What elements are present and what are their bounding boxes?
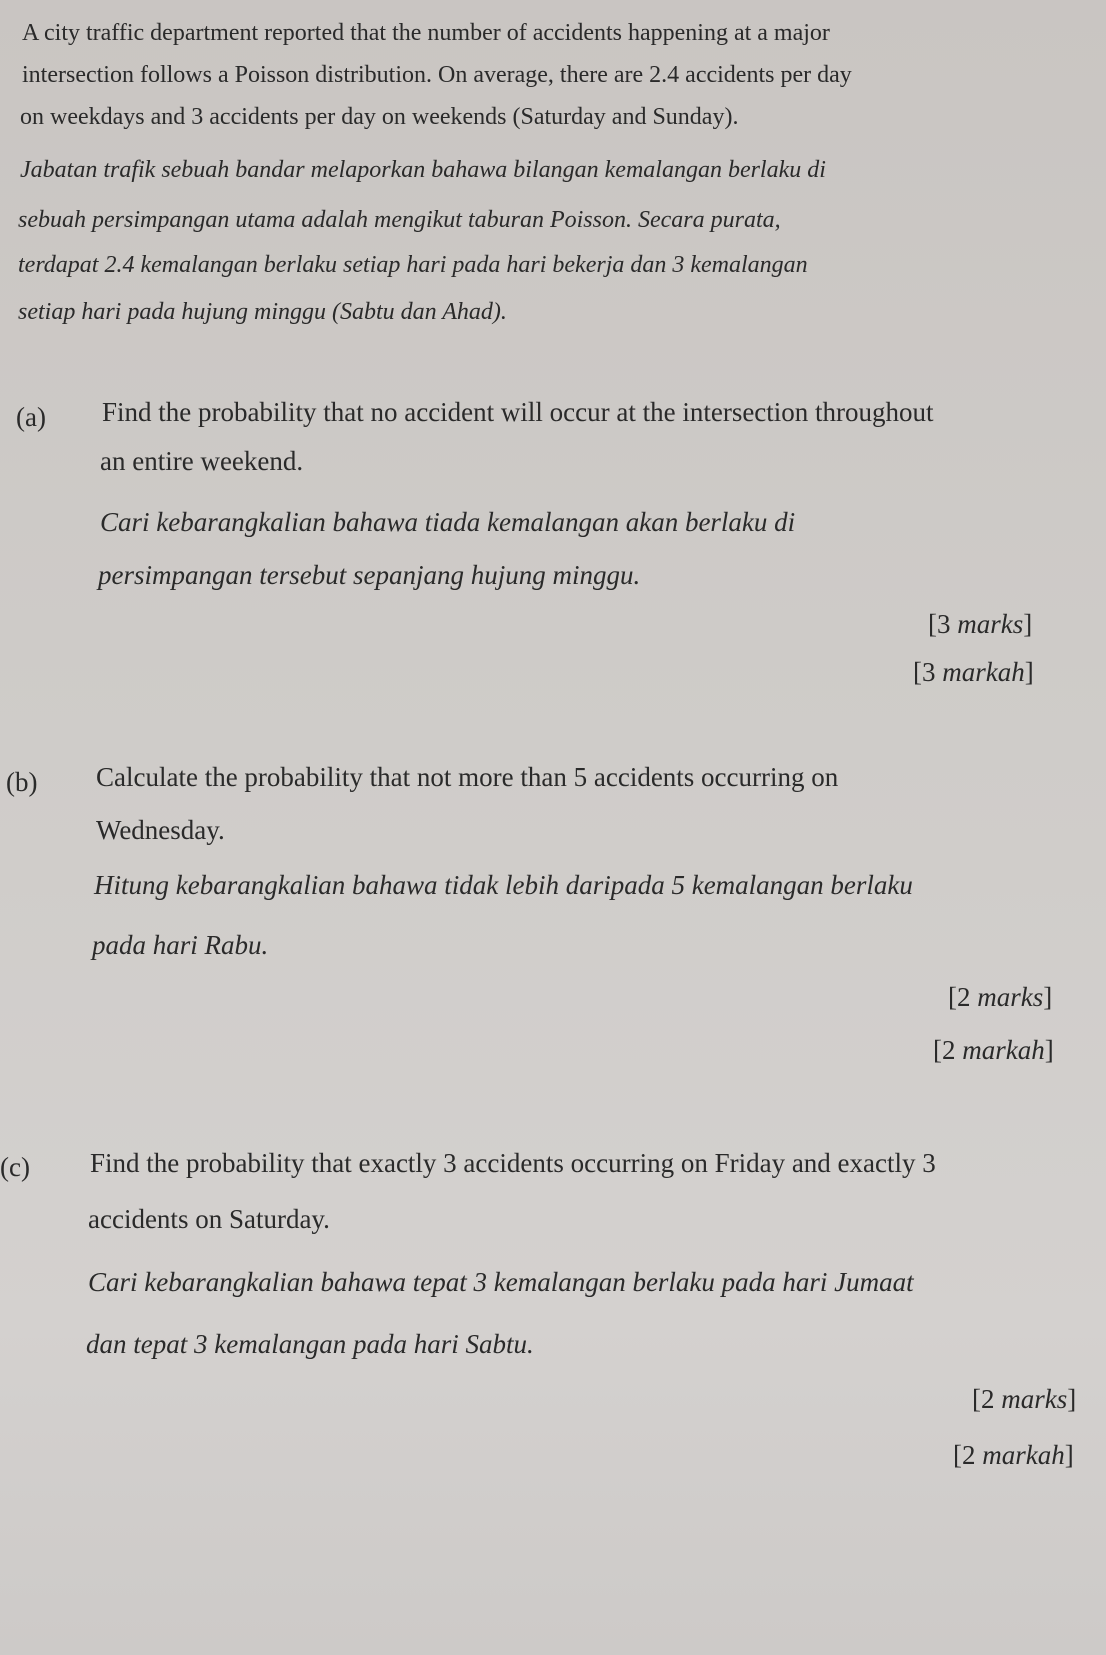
marks-open: [3 bbox=[913, 657, 943, 687]
marks-open: [2 bbox=[948, 982, 978, 1012]
intro-malay-line: Jabatan trafik sebuah bandar melaporkan bahawa bilangan kemalangan berlaku di bbox=[20, 157, 826, 183]
question-c-malay-line: dan tepat 3 kemalangan pada hari Sabtu. bbox=[86, 1329, 534, 1359]
question-a-malay-line: persimpangan tersebut sepanjang hujung minggu. bbox=[98, 560, 641, 590]
marks-word: marks bbox=[977, 982, 1044, 1012]
marks-close: ] bbox=[1043, 982, 1053, 1012]
question-b-malay-line: Hitung kebarangkalian bahawa tidak lebih daripada 5 kemalangan berlaku bbox=[94, 870, 913, 900]
question-c-marks-english bbox=[972, 1382, 1076, 1416]
question-b-marks-malay bbox=[933, 1033, 1054, 1067]
intro-english-line: intersection follows a Poisson distribution. On average, there are 2.4 accidents per day bbox=[22, 62, 852, 88]
marks-word: marks bbox=[1001, 1384, 1068, 1414]
question-c-english-line: accidents on Saturday. bbox=[88, 1204, 330, 1234]
intro-english-line: A city traffic department reported that the number of accidents happening at a major bbox=[22, 20, 830, 46]
question-c-malay-line: Cari kebarangkalian bahawa tepat 3 kemalangan berlaku pada hari Jumaat bbox=[88, 1267, 914, 1297]
intro-malay-line: terdapat 2.4 kemalangan berlaku setiap hari pada hari bekerja dan 3 kemalangan bbox=[18, 252, 808, 278]
marks-open: [2 bbox=[972, 1384, 1002, 1414]
question-b-marks-english bbox=[948, 980, 1052, 1014]
intro-english-line: on weekdays and 3 accidents per day on weekends (Saturday and Sunday). bbox=[20, 104, 739, 130]
marks-close: ] bbox=[1067, 1384, 1077, 1414]
question-b-english-line: Calculate the probability that not more than 5 accidents occurring on bbox=[96, 762, 839, 792]
question-a-marks-english bbox=[928, 607, 1032, 641]
intro-malay-line: setiap hari pada hujung minggu (Sabtu dan Ahad). bbox=[18, 299, 507, 325]
question-b-english-line: Wednesday. bbox=[96, 815, 225, 845]
marks-word: markah bbox=[962, 1035, 1045, 1065]
question-c-marks-malay bbox=[953, 1438, 1074, 1472]
question-a-english-line: an entire weekend. bbox=[100, 446, 304, 476]
marks-close: ] bbox=[1023, 609, 1033, 639]
marks-close: ] bbox=[1024, 657, 1034, 687]
marks-word: markah bbox=[982, 1440, 1065, 1470]
marks-close: ] bbox=[1064, 1440, 1074, 1470]
question-label-a: (a) bbox=[16, 402, 46, 432]
marks-close: ] bbox=[1044, 1035, 1054, 1065]
question-a-marks-malay bbox=[913, 655, 1034, 689]
question-label-c: (c) bbox=[0, 1152, 30, 1182]
marks-word: marks bbox=[957, 609, 1024, 639]
marks-open: [2 bbox=[933, 1035, 963, 1065]
intro-malay-line: sebuah persimpangan utama adalah mengikut taburan Poisson. Secara purata, bbox=[18, 207, 781, 233]
question-b-malay-line: pada hari Rabu. bbox=[92, 930, 269, 960]
question-a-malay-line: Cari kebarangkalian bahawa tiada kemalangan akan berlaku di bbox=[100, 507, 796, 537]
marks-open: [2 bbox=[953, 1440, 983, 1470]
question-c-english-line: Find the probability that exactly 3 accidents occurring on Friday and exactly 3 bbox=[90, 1148, 936, 1178]
question-label-b: (b) bbox=[6, 767, 38, 797]
question-a-english-line: Find the probability that no accident will occur at the intersection throughout bbox=[102, 397, 934, 427]
marks-open: [3 bbox=[928, 609, 958, 639]
marks-word: markah bbox=[942, 657, 1025, 687]
